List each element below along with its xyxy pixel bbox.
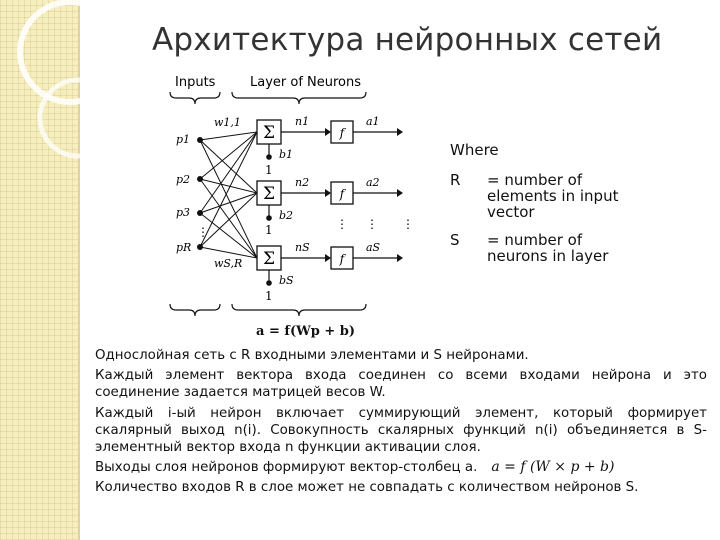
ellipsis: ⋮ (402, 217, 414, 231)
input-label-pr: pR (176, 241, 192, 254)
paragraph-1: Однослойная сеть с R входными элементами и S нейронами. (95, 348, 529, 363)
paragraph-2: Каждый элемент вектора входа соединен со всеми входами нейрона и это соединение задается матрицей весов W. (95, 368, 707, 401)
sigma-symbol: Σ (262, 123, 276, 143)
net-input-label-1: n1 (295, 115, 310, 128)
transfer-label-2: f (339, 187, 345, 201)
ellipsis: ⋮ (366, 217, 378, 231)
sigma-symbol: Σ (262, 184, 276, 204)
output-label-2: a2 (366, 176, 380, 189)
layer-formula: a = f(Wp + b) (256, 324, 355, 339)
weight-label-bottom: wS,R (214, 257, 243, 270)
transfer-label-s: f (339, 252, 345, 266)
slide-body (95, 347, 707, 500)
where-title: Where (450, 141, 499, 159)
arrow-icon (325, 128, 331, 136)
bias-node (266, 154, 272, 160)
paragraph-3: Каждый i-ый нейрон включает суммирующий элемент, который формирует скалярный выход n(i). Совокупность скалярных функций n(i) объединяется в S-элементный вектор входа n функции активации слоя. (95, 405, 707, 456)
input-ellipsis: ⋮ (197, 225, 209, 239)
input-label-p1: p1 (176, 133, 191, 146)
net-input-label-s: nS (295, 241, 310, 254)
definition-symbol: R (450, 171, 461, 189)
inputs-bottom-brace (170, 304, 220, 316)
where-legend (450, 142, 637, 276)
paragraph-4-text: Выходы слоя нейронов формируют вектор-столбец а. (95, 460, 478, 476)
paragraph-4 (95, 459, 707, 476)
layer-header: Layer of Neurons (250, 75, 362, 90)
inputs-header: Inputs (175, 75, 216, 90)
paragraph-5: Количество входов R в слое может не совпадать с количеством нейронов S. (95, 480, 639, 496)
definition-s (450, 232, 637, 264)
definition-r (450, 172, 637, 220)
input-label-p3: p3 (176, 206, 191, 219)
bias-node (266, 280, 272, 286)
input-label-p2: p2 (176, 173, 191, 186)
bias-label-2: b2 (279, 209, 294, 222)
ellipsis: ⋮ (336, 217, 348, 231)
neuron-layer-diagram (160, 68, 440, 328)
bias-input-1: 1 (265, 163, 273, 177)
arrow-icon (397, 189, 403, 197)
weight-label-top: w1,1 (214, 116, 241, 129)
definition-text: = number of neurons in layer (487, 231, 609, 265)
arrow-icon (397, 254, 403, 262)
sigma-symbol: Σ (262, 249, 276, 269)
inputs-brace (170, 92, 220, 104)
output-label-1: a1 (366, 115, 380, 128)
layer-brace (232, 92, 366, 104)
bias-label-s: bS (279, 274, 294, 287)
definition-symbol: S (450, 231, 460, 249)
inline-formula: a = f (W × p + b) (491, 459, 615, 476)
net-input-label-2: n2 (295, 176, 310, 189)
output-label-s: aS (366, 241, 381, 254)
arrow-icon (397, 128, 403, 136)
arrow-icon (325, 254, 331, 262)
bias-label-1: b1 (279, 148, 294, 161)
transfer-label-1: f (339, 126, 345, 140)
bias-node (266, 215, 272, 221)
bias-input-s: 1 (265, 289, 273, 303)
bias-input-2: 1 (265, 223, 273, 237)
arrow-icon (325, 189, 331, 197)
weight-connections (200, 132, 257, 258)
slide-title: Архитектура нейронных сетей (152, 22, 663, 58)
definition-text: = number of elements in input vector (487, 171, 619, 221)
layer-bottom-brace (232, 304, 366, 316)
